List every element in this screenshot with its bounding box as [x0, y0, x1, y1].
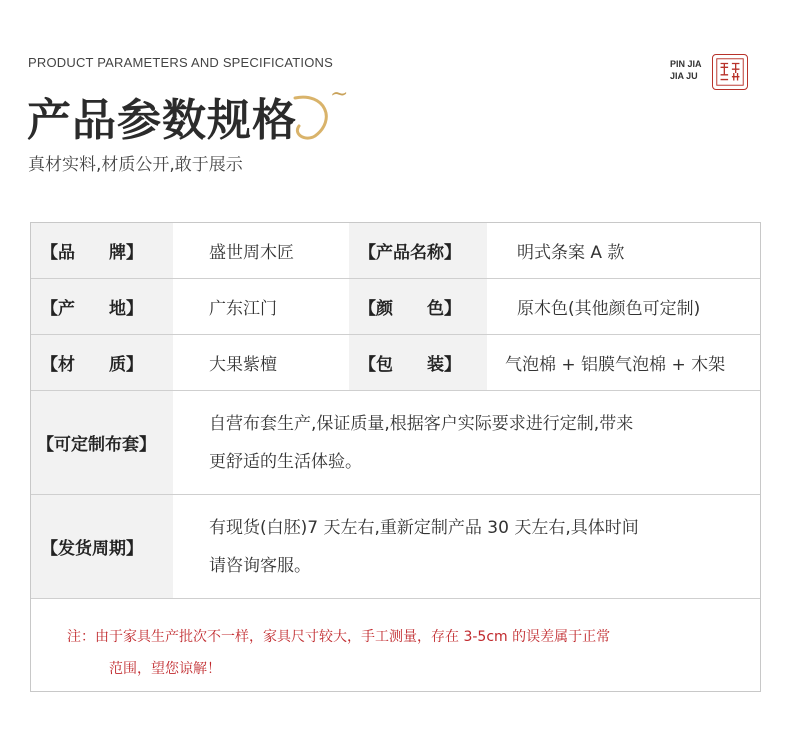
product-name-label: 【产品名称】	[359, 243, 461, 263]
origin-label: 【产 地】	[41, 299, 143, 319]
brand-line-1: PIN JIA	[670, 59, 702, 69]
page-title: 产品参数规格	[27, 95, 297, 146]
custom-cover-line-1: 自营布套生产,保证质量,根据客户实际要求进行定制,带来	[209, 413, 634, 434]
delivery-line-2: 请咨询客服。	[209, 555, 311, 576]
seal-logo	[712, 54, 748, 90]
spec-row-custom	[31, 391, 760, 495]
note-line-1: 注：由于家具生产批次不一样，家具尺寸较大，手工测量，存在 3-5cm 的误差属于正常	[67, 629, 611, 645]
note-line-2: 范围，望您谅解！	[109, 661, 221, 677]
brand-text	[670, 58, 702, 82]
brand-label: 【品 牌】	[41, 243, 143, 263]
packaging-value: 气泡棉 + 铝膜气泡棉 + 木架	[505, 355, 726, 375]
custom-cover-label: 【可定制布套】	[37, 435, 156, 455]
color-value: 原木色(其他颜色可定制)	[517, 299, 701, 319]
subtitle-en: PRODUCT PARAMETERS AND SPECIFICATIONS	[28, 55, 333, 70]
material-value: 大果紫檀	[209, 355, 277, 375]
tagline: 真材实料,材质公开,敢于展示	[28, 155, 243, 175]
spec-row	[31, 223, 760, 279]
material-label: 【材 质】	[41, 355, 143, 375]
color-label: 【颜 色】	[359, 299, 461, 319]
custom-cover-text	[173, 405, 653, 481]
delivery-text	[173, 509, 659, 585]
brand-value: 盛世周木匠	[209, 243, 294, 263]
origin-value: 广东江门	[209, 299, 277, 319]
delivery-line-1: 有现货(白胚)7 天左右,重新定制产品 30 天左右,具体时间	[209, 517, 639, 538]
delivery-label: 【发货周期】	[41, 539, 143, 559]
brand-line-2: JIA JU	[670, 71, 698, 81]
disclaimer-note	[31, 598, 760, 691]
custom-cover-line-2: 更舒适的生活体验。	[209, 451, 362, 472]
spec-row-delivery	[31, 495, 760, 599]
product-name-value: 明式条案 A 款	[517, 243, 625, 263]
spec-row	[31, 279, 760, 335]
packaging-label: 【包 装】	[359, 355, 461, 375]
spec-row	[31, 335, 760, 391]
tilde-decoration: ~	[330, 82, 349, 107]
spec-table	[30, 222, 761, 692]
